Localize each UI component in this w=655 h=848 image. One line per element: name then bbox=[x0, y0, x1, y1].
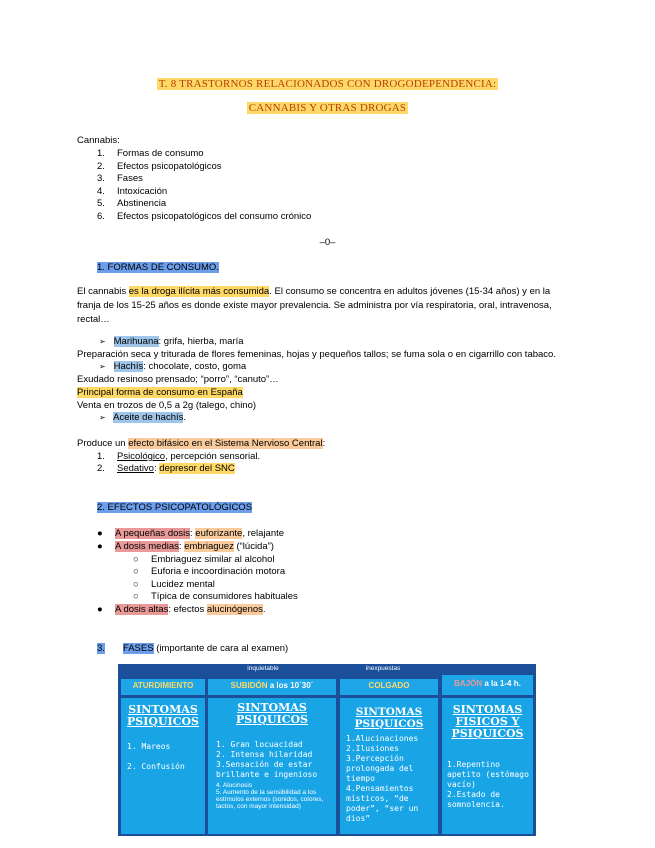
list-item: ● A pequeñas dosis: euforizante, relajante bbox=[97, 528, 285, 539]
cell-item: 2.Ilusiones bbox=[346, 744, 399, 753]
arrow-bullet-icon: ➢ bbox=[99, 362, 106, 371]
phase-header-bajon: BAJÓN a la 1-4 h. bbox=[442, 675, 533, 695]
cell-item: 2.Estado de somnolencia. bbox=[447, 790, 505, 809]
separator: –0– bbox=[319, 237, 336, 248]
intro-list bbox=[97, 148, 311, 223]
title-line-2: CANNABIS Y OTRAS DROGAS bbox=[248, 102, 407, 114]
cell-item: 3.Sensación de estar brillante e ingenioso bbox=[216, 760, 318, 779]
top-note-1: inquietable bbox=[247, 665, 279, 672]
sub-list bbox=[133, 554, 298, 603]
marihuana-desc: Preparación seca y triturada de flores femeninas, hojas y pequeños tallos; se fuma sola o en cigarrillo con tabaco. bbox=[77, 349, 556, 360]
bullet-icon: ● bbox=[97, 604, 103, 615]
list-item: 1. Psicológico, percepción sensorial. bbox=[97, 451, 261, 462]
bullet-icon: ● bbox=[97, 528, 103, 539]
phase-cell-bajon bbox=[442, 698, 533, 834]
circle-bullet-icon: ○ bbox=[133, 578, 139, 590]
hachis-item: ➢ Hachís: chocolate, costo, goma bbox=[99, 361, 247, 372]
section-2-heading: 2. EFECTOS PSICOPATOLÓGICOS bbox=[97, 502, 253, 513]
cell-title: SINTOMAS FISICOS Y PSIQUICOS bbox=[451, 703, 524, 740]
list-item: 2. Sedativo: depresor del SNC bbox=[97, 463, 235, 474]
section-3-heading: 3. FASES (importante de cara al examen) bbox=[97, 643, 289, 654]
principal-note: Principal forma de consumo en España bbox=[77, 387, 243, 398]
bullet-icon: ● bbox=[97, 541, 103, 552]
cell-item: 1. Mareos bbox=[127, 742, 171, 751]
phases-table bbox=[118, 664, 536, 836]
cell-item: 4.Pensamientos místicos, “de poder”, “ser un dios” bbox=[346, 784, 419, 823]
cell-item: 1.Repentino apetito (estómago vacío) bbox=[447, 760, 529, 789]
section-1-heading: 1. FORMAS DE CONSUMO. bbox=[97, 262, 219, 273]
cell-item: 5. Aumento de la sensibilidad a los estímulos externos (sonidos, colores, tactos, con mayor intensidad) bbox=[216, 789, 324, 810]
list-item: ○ Embriaguez similar al alcohol bbox=[133, 554, 275, 565]
list-item: 1. Formas de consumo bbox=[97, 148, 204, 159]
circle-bullet-icon: ○ bbox=[133, 590, 139, 602]
list-item: ● A dosis medias: embriaguez (“lúcida”) bbox=[97, 541, 274, 552]
cell-item: 3.Percepción prolongada del tiempo bbox=[346, 754, 414, 783]
cell-item: 2. Confusión bbox=[127, 762, 185, 771]
phase-header-subidon: SUBIDÓN a los 10´30´ bbox=[208, 679, 336, 695]
list-item: 4. Intoxicación bbox=[97, 185, 168, 197]
circle-bullet-icon: ○ bbox=[133, 566, 139, 578]
cell-item: 4. Alucinosis bbox=[216, 782, 253, 789]
top-note-2: inexpuestas bbox=[365, 665, 401, 672]
list-item: ● A dosis altas: efectos alucinógenos. bbox=[97, 604, 266, 615]
intro-label: Cannabis: bbox=[77, 135, 120, 146]
aceite-item: ➢ Aceite de hachís. bbox=[99, 412, 187, 423]
phase-header-colgado: COLGADO bbox=[340, 679, 438, 695]
cell-item: 1.Alucinaciones bbox=[346, 734, 419, 743]
list-item: ○ Típica de consumidores habituales bbox=[133, 590, 298, 602]
venta-note: Venta en trozos de 0,5 a 2g (talego, chino) bbox=[77, 400, 257, 411]
list-item: 3. Fases bbox=[97, 173, 143, 184]
section-1-paragraph: El cannabis es la droga ilícita más consumida. El consumo se concentra en adultos jóvenes (15-34 años) y en la franja de los 15-25 años es donde existe mayor prevalencia. Se administra por vía respiratoria, oral, intravenosa, rectal… bbox=[77, 286, 552, 325]
list-item: ○ Euforia e incoordinación motora bbox=[133, 566, 286, 578]
cell-title: SINTOMAS PSIQUICOS bbox=[354, 706, 424, 730]
phase-cell-subidon bbox=[208, 698, 336, 834]
arrow-bullet-icon: ➢ bbox=[99, 337, 106, 346]
cell-title: SINTOMAS PSIQUICOS bbox=[236, 701, 308, 726]
circle-bullet-icon: ○ bbox=[133, 554, 139, 565]
hachis-desc: Exudado resinoso prensado; “porro”, “canuto”… bbox=[77, 374, 279, 385]
list-item: 5. Abstinencia bbox=[97, 198, 167, 209]
title-line-1: T. 8 TRASTORNOS RELACIONADOS CON DROGODEPENDENCIA: bbox=[158, 78, 497, 90]
bifasico-intro: Produce un efecto bifásico en el Sistema Nervioso Central: bbox=[77, 438, 326, 449]
cell-item: 1. Gran locuacidad bbox=[216, 740, 303, 749]
phase-cell-aturdimiento bbox=[121, 698, 205, 834]
marihuana-item: ➢ Marihuana: grifa, hierba, maría bbox=[99, 336, 244, 347]
phase-cell-colgado bbox=[340, 698, 438, 834]
cell-item: 2. Intensa hilaridad bbox=[216, 750, 313, 759]
list-item: ○ Lucidez mental bbox=[133, 578, 215, 590]
list-item: 6. Efectos psicopatológicos del consumo crónico bbox=[97, 210, 312, 222]
phase-header-aturdimiento: ATURDIMIENTO bbox=[121, 679, 205, 695]
cell-title: SINTOMAS PSIQUICOS bbox=[127, 703, 199, 728]
list-item: 2. Efectos psicopatológicos bbox=[97, 160, 222, 172]
arrow-bullet-icon: ➢ bbox=[99, 413, 106, 422]
